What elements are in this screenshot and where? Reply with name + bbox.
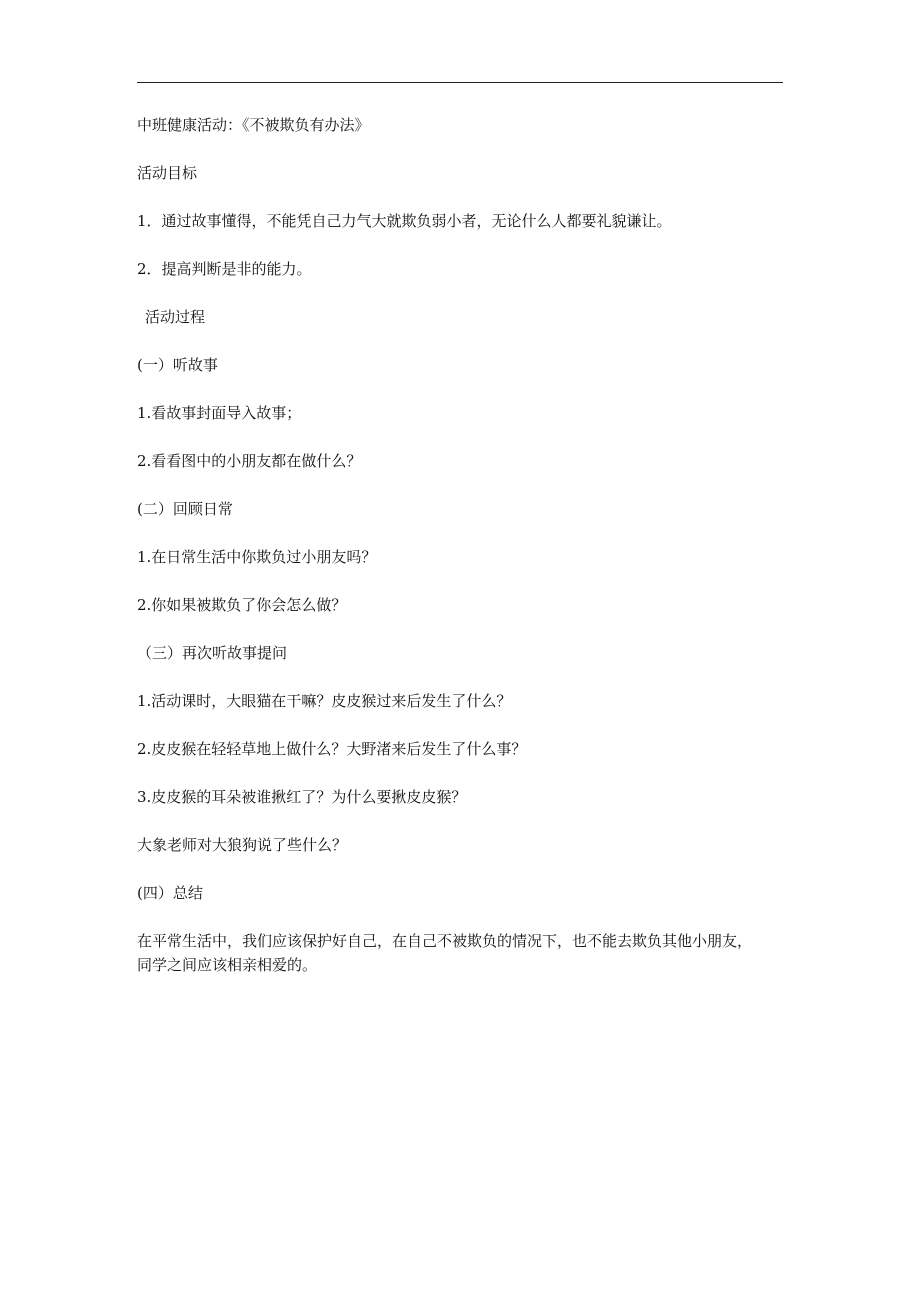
section-2-heading: (二）回顾日常 — [137, 500, 233, 518]
section-2-item-2: 2.你如果被欺负了你会怎么做？ — [137, 596, 347, 614]
document-title: 中班健康活动：《不被欺负有办法》 — [137, 116, 370, 134]
section-3-item-2: 2.皮皮猴在轻轻草地上做什么？大野渚来后发生了什么事？ — [137, 740, 527, 758]
section-3-item-1: 1.活动课时，大眼猫在干嘛？皮皮猴过来后发生了什么？ — [137, 692, 512, 710]
objectives-heading: 活动目标 — [137, 164, 198, 182]
summary-line-2: 同学之间应该相亲相爱的。 — [137, 956, 318, 974]
objective-item-1: 1．通过故事懂得，不能凭自己力气大就欺负弱小者，无论什么人都要礼貌谦让。 — [137, 212, 672, 230]
header-rule — [137, 82, 783, 83]
document-body — [137, 113, 787, 977]
section-1-item-2: 2.看看图中的小朋友都在做什么？ — [137, 452, 362, 470]
section-3-item-3: 3.皮皮猴的耳朵被谁揪红了？为什么要揪皮皮猴？ — [137, 788, 467, 806]
section-3-item-4: 大象老师对大狼狗说了些什么？ — [137, 836, 348, 854]
section-1-heading: (一）听故事 — [137, 356, 218, 374]
section-1-item-1: 1.看故事封面导入故事； — [137, 404, 302, 422]
section-4-heading: (四）总结 — [137, 884, 203, 902]
section-3-heading: （三）再次听故事提问 — [137, 644, 288, 662]
objective-item-2: 2．提高判断是非的能力。 — [137, 260, 312, 278]
section-2-item-1: 1.在日常生活中你欺负过小朋友吗？ — [137, 548, 377, 566]
process-heading: 活动过程 — [145, 308, 206, 326]
summary-line-1: 在平常生活中，我们应该保护好自己，在自己不被欺负的情况下，也不能去欺负其他小朋友， — [137, 932, 753, 950]
